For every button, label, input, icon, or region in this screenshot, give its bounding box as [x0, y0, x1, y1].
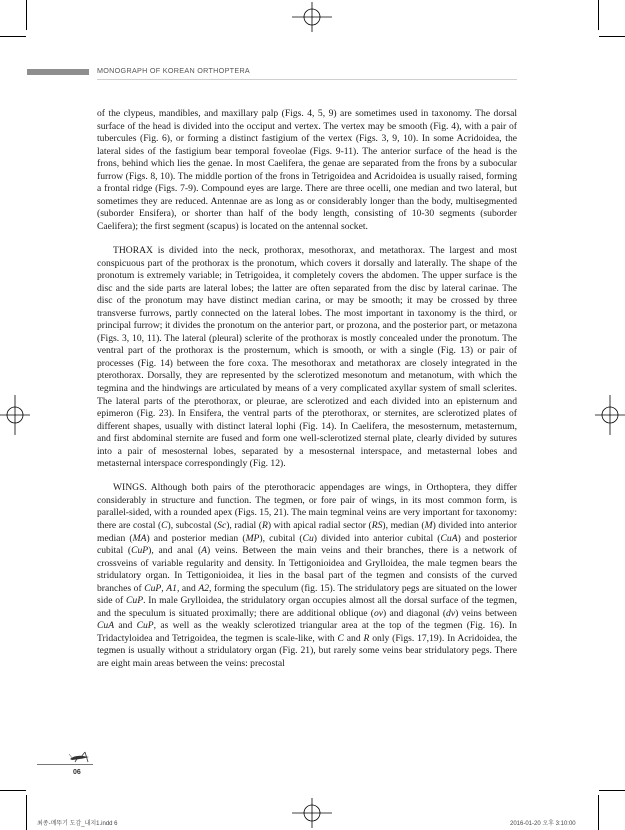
slug-timestamp: 2016-01-20 오후 3:10:00: [510, 821, 576, 827]
text-run: ) divided into anterior cubital (: [313, 532, 441, 544]
crop-mark: [0, 36, 26, 37]
italic-term: CuA: [440, 532, 458, 544]
italic-term: CuP: [144, 582, 162, 594]
text-run: ) veins between: [455, 607, 517, 619]
crop-mark: [598, 0, 599, 30]
italic-term: CuA: [97, 620, 115, 632]
text-run: ) with apical radial sector (: [267, 519, 372, 531]
header-rule: [97, 79, 517, 80]
text-run: , as well as the weakly sclerotized triangular area at the top of the tegmen (Fig. 16). In Tridactyloidea and Tetrigoidea, the tegmen is scale-like, with: [97, 620, 517, 644]
crop-mark: [599, 36, 625, 37]
italic-term: C: [337, 632, 344, 644]
text-run: . In male Grylloidea, the stridulatory organ occupies almost all the dorsal surface of the tegmen, and the speculum is situated proximally; there are additional oblique (: [97, 595, 517, 619]
italic-term: dv: [446, 607, 456, 619]
header-bar: [27, 69, 89, 75]
italic-term: MP: [245, 532, 260, 544]
page-number: 06: [73, 769, 81, 776]
text-run: ), subcostal (: [167, 519, 218, 531]
italic-term: A1: [166, 582, 177, 594]
crop-mark: [26, 795, 27, 830]
body-text: [97, 108, 517, 671]
text-run: ) and posterior median (: [146, 532, 246, 544]
italic-term: RS: [371, 519, 383, 531]
italic-term: Sc: [217, 519, 227, 531]
italic-term: R: [261, 519, 268, 531]
italic-term: CuP: [131, 545, 149, 557]
text-run: ) veins. Between the main veins and their branches, there is a network of crossveins of variable regularity and density. In Tettigonioidea and Grylloidea, the male tegmen bears the stridulatory organ. In Tettigonioidea, it lies in the basal part of the tegmen and consists of the curved branches of: [97, 545, 517, 594]
text-run: ) and posterior cubital (: [97, 532, 517, 557]
italic-term: MA: [132, 532, 147, 544]
italic-term: A: [201, 545, 208, 557]
paragraph-wings: [97, 482, 517, 670]
slug-filename: 최종-메뚜기 도감_내지1.indd 6: [37, 821, 118, 827]
registration-mark-right: [595, 393, 625, 437]
text-run: ), and anal (: [148, 545, 202, 557]
crop-mark: [598, 795, 599, 830]
text-run: ) divided into anterior median (: [97, 519, 517, 544]
italic-term: A2: [198, 582, 210, 594]
paragraph-head: [97, 108, 517, 233]
running-header: MONOGRAPH OF KOREAN ORTHOPTERA: [97, 66, 251, 75]
grasshopper-icon: [69, 751, 91, 763]
crop-mark: [26, 0, 27, 30]
italic-term: M: [424, 519, 433, 531]
italic-term: R: [363, 632, 370, 644]
text-run: ), radial (: [226, 519, 262, 531]
text-run: and: [114, 620, 137, 632]
crop-mark: [0, 790, 26, 791]
italic-term: CuP: [136, 620, 154, 632]
footer-rule: [37, 764, 93, 765]
text-run: ), median (: [382, 519, 425, 531]
text-run: THORAX is divided into the neck, prothorax, mesothorax, and metathorax. The largest and most conspicuous part of the prothorax is the pronotum, which covers it dorsally and laterally. The shape of the pronotum is extremely variable; in Tetrigoidea, it completely covers the abdomen. The upper surface is the disc and the side parts are lateral lobes; the latter are often separated from the disc by lateral carinae. The disc of the pronotum may have distinct median carina, or may be smooth; it may be crossed by three transverse furrows, partly connected on the lateral lobes. The most important in taxonomy is the third, or principal furrow; it divides the pronotum on the anterior part, or prozona, and the posterior part, or metazona (Figs. 3, 10, 11). The lateral (pleural) sclerite of the prothorax is mostly concealed under the pronotum. The ventral part of the prothorax is the prosternum, which is smooth, or with a single (Fig. 13) or pair of processes (Fig. 14) between the fore coxa. The mesothorax and metathorax are closely integrated in the pterothorax. Dorsally, they are represented by the sclerotized mesonotum and metanotum, with which the tegmina and the hindwings are articulated by means of a very complicated axyllar system of small sclerites. The lateral parts of the pterothorax, or pleurae, are sclerotized and each divided into an episternum and epimeron (Fig. 23). In Ensifera, the ventral parts of the pterothorax, or sternites, are sclerotized plates of different shapes, usually with distinct lateral lophi (Fig. 14). In Caelifera, the mesosternum, metasternum, and first abdominal sternite are fused and form one well-sclerotized sternal plate, clearly divided by sutures into a pair of mesosternal lobes, separated by a mesosternal interspace, and metasternal lobes and metasternal interspace correspondingly (Fig. 12).: [97, 244, 517, 470]
italic-term: Cu: [302, 532, 314, 544]
text-run: , forming the speculum (fig. 15). The stridulatory pegs are situated on the lower side of: [97, 582, 517, 607]
registration-mark-top: [290, 2, 334, 32]
crop-mark: [599, 790, 625, 791]
italic-term: CuP: [126, 595, 144, 607]
registration-mark-left: [0, 393, 30, 437]
text-run: ,: [161, 582, 167, 594]
paragraph-thorax: [97, 245, 517, 471]
italic-term: ov: [373, 607, 384, 619]
registration-mark-bottom: [290, 798, 334, 828]
text-run: WINGS. Although both pairs of the pterothoracic appendages are wings, in Orthoptera, they differ considerably in structure and function. The tegmen, or fore pair of wings, in its most common form, is parallel-sided, with a rounded apex (Figs. 15, 21). The main tegminal veins are very important for taxonomy: there are costal (: [97, 482, 517, 531]
text-run: ) and diagonal (: [383, 607, 447, 619]
text-run: of the clypeus, mandibles, and maxillary palp (Figs. 4, 5, 9) are sometimes used in taxonomy. The dorsal surface of the head is divided into the occiput and vertex. The vertex may be smooth (Fig. 4), with a pair of tubercules (Fig. 6), or forming a distinct fastigium of the vertex (Figs. 3, 9, 10). In some Acridoidea, the lateral sides of the fastigium bear temporal foveolae (Figs. 9-11). The anterior surface of the head is the frons, behind which lies the genae. In most Caelifera, the genae are separated from the frons by a subocular furrow (Figs. 8, 10). The middle portion of the frons in Tetrigoidea and Acridoidea is usually raised, forming a frontal ridge (Figs. 7-9). Compound eyes are large. There are three ocelli, one median and two lateral, but sometimes they are reduced. Antennae are as long as or considerably longer than the body, multisegmented (suborder Ensifera), or shorter than half of the body length, consisting of 10-30 segments (suborder Caelifera); the first segment (scapus) is located on the antennal socket.: [97, 108, 517, 232]
text-run: ), cubital (: [259, 532, 303, 544]
text-run: , and: [176, 582, 199, 594]
text-run: and: [343, 632, 364, 644]
text-run: only (Figs. 17,19). In Acridoidea, the tegmen is usually without a stridulatory organ (Fig. 21), but rarely some veins bear stridulatory pegs. There are eight main areas between the veins: precostal: [97, 632, 517, 669]
italic-term: C: [161, 519, 168, 531]
